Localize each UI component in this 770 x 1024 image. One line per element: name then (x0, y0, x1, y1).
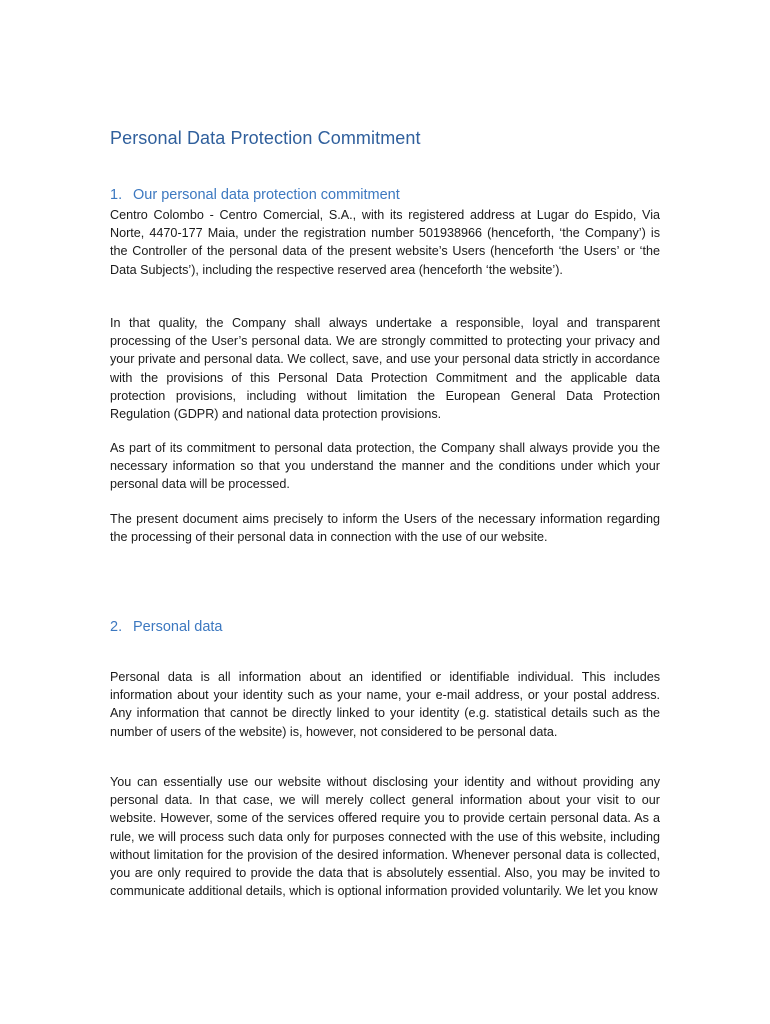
section-1-paragraph-1: Centro Colombo - Centro Comercial, S.A., with its registered address at Lugar do Espido, Via Norte, 4470-177 Maia, under the registration number 501938966 (henceforth, ‘the Company’) is the Controller of the personal data of the present website’s Users (henceforth ‘the Users’ or ‘the Data Subjects’), including the respective reserved area (henceforth ‘the website’). (110, 208, 660, 277)
section-2-paragraph-1: Personal data is all information about an identified or identifiable individual. This includes information about your identity such as your name, your e-mail address, or your postal address. Any information that cannot be directly linked to your identity (e.g. statistical details such as the number of users of the website) is, however, not considered to be personal data. (110, 670, 660, 739)
document-title: Personal Data Protection Commitment (110, 128, 421, 148)
section-2-title: Personal data (133, 619, 223, 635)
section-2-heading (110, 619, 222, 635)
section-1-title: Our personal data protection commitment (133, 187, 400, 203)
section-1-paragraph-2: In that quality, the Company shall always undertake a responsible, loyal and transparent processing of the User’s personal data. We are strongly committed to protecting your privacy and your private and personal data. We collect, save, and use your personal data strictly in accordance with the provisions of this Personal Data Protection Commitment and the applicable data protection provisions, including without limitation the European General Data Protection Regulation (GDPR) and national data protection provisions. (110, 316, 660, 422)
section-2-number: 2. (110, 619, 123, 635)
section-2-paragraph-2: You can essentially use our website without disclosing your identity and without providing any personal data. In that case, we will merely collect general information about your visit to our website. However, some of the services offered require you to provide certain personal data. As a rule, we will process such data only for purposes connected with the use of this website, including without limitation for the provision of the desired information. Whenever personal data is collected, you are only required to provide the data that is absolutely essential. Also, you may be invited to communicate additional details, which is optional information provided voluntarily. We let you know (110, 775, 660, 899)
section-1-heading (110, 187, 400, 203)
section-1-paragraph-4: The present document aims precisely to inform the Users of the necessary information regarding the processing of their personal data in connection with the use of our website. (110, 512, 660, 545)
section-1-paragraph-3: As part of its commitment to personal data protection, the Company shall always provide you the necessary information so that you understand the manner and the conditions under which your personal data will be processed. (110, 441, 660, 492)
section-1-number: 1. (110, 187, 123, 203)
